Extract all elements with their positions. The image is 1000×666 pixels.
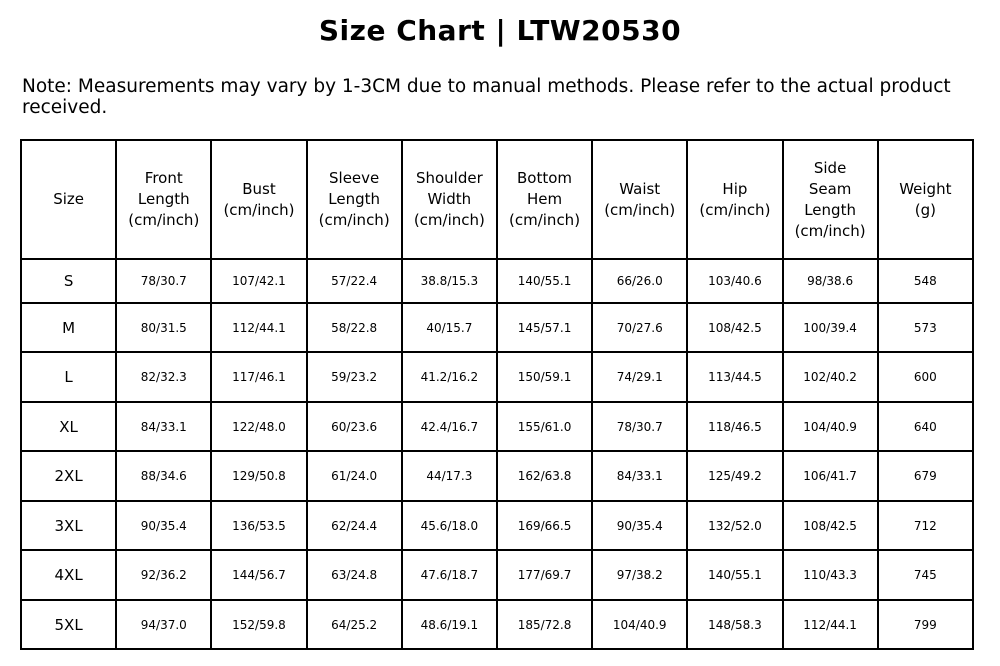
measurement-cell: 62/24.4 (307, 501, 402, 550)
table-row (21, 451, 973, 501)
measurement-cell: 47.6/18.7 (402, 550, 497, 600)
size-label-cell: 4XL (21, 550, 116, 600)
column-header (687, 140, 782, 259)
column-header-line: (cm/inch) (509, 211, 581, 229)
column-header-line: Weight (899, 179, 952, 198)
measurement-cell: 112/44.1 (783, 600, 878, 649)
measurement-cell: 80/31.5 (116, 303, 211, 352)
column-header-line: Bottom (517, 169, 573, 187)
size-chart-table (20, 139, 974, 650)
measurement-cell: 132/52.0 (687, 501, 782, 550)
column-header-line: Waist (619, 179, 661, 198)
measurement-cell: 92/36.2 (116, 550, 211, 600)
column-header-line: Length (137, 190, 190, 208)
measurement-cell: 155/61.0 (497, 402, 592, 451)
measurement-cell: 573 (878, 303, 973, 352)
measurement-cell: 61/24.0 (307, 451, 402, 501)
column-header-line: (cm/inch) (604, 200, 676, 219)
table-row (21, 550, 973, 600)
measurement-cell: 88/34.6 (116, 451, 211, 501)
column-header-line: Length (328, 190, 381, 208)
column-header-line: (cm/inch) (413, 211, 485, 229)
size-label-cell: XL (21, 402, 116, 451)
measurement-cell: 140/55.1 (497, 259, 592, 303)
column-header (878, 140, 973, 259)
measurement-cell: 38.8/15.3 (402, 259, 497, 303)
column-header-line: Seam (808, 179, 852, 198)
column-header-line: Hem (526, 190, 563, 208)
size-label-cell: 5XL (21, 600, 116, 649)
column-header-line: Hip (722, 179, 748, 198)
measurement-cell: 600 (878, 352, 973, 402)
measurement-cell: 150/59.1 (497, 352, 592, 402)
measurement-cell: 799 (878, 600, 973, 649)
measurement-cell: 40/15.7 (402, 303, 497, 352)
measurement-cell: 106/41.7 (783, 451, 878, 501)
measurement-cell: 110/43.3 (783, 550, 878, 600)
table-row (21, 600, 973, 649)
measurement-cell: 63/24.8 (307, 550, 402, 600)
measurement-cell: 185/72.8 (497, 600, 592, 649)
column-header (402, 140, 497, 259)
column-header-line: (cm/inch) (794, 221, 866, 240)
column-header-line: Size (53, 190, 84, 208)
measurement-cell: 90/35.4 (592, 501, 687, 550)
column-header-line: (cm/inch) (318, 211, 390, 229)
measurement-cell: 640 (878, 402, 973, 451)
column-header (211, 140, 306, 259)
measurement-cell: 112/44.1 (211, 303, 306, 352)
measurement-cell: 78/30.7 (592, 402, 687, 451)
measurement-cell: 57/22.4 (307, 259, 402, 303)
measurement-cell: 94/37.0 (116, 600, 211, 649)
measurement-cell: 66/26.0 (592, 259, 687, 303)
measurement-cell: 144/56.7 (211, 550, 306, 600)
measurement-cell: 140/55.1 (687, 550, 782, 600)
column-header (592, 140, 687, 259)
measurement-cell: 712 (878, 501, 973, 550)
measurement-cell: 136/53.5 (211, 501, 306, 550)
measurement-cell: 48.6/19.1 (402, 600, 497, 649)
measurement-cell: 84/33.1 (116, 402, 211, 451)
column-header-line: Width (427, 190, 472, 208)
measurement-cell: 108/42.5 (687, 303, 782, 352)
column-header-line: Side (813, 158, 847, 177)
column-header-line: (cm/inch) (128, 211, 200, 229)
measurement-cell: 41.2/16.2 (402, 352, 497, 402)
table-row (21, 352, 973, 402)
measurement-cell: 98/38.6 (783, 259, 878, 303)
page-title: Size Chart | LTW20530 (318, 14, 682, 47)
measurement-cell: 104/40.9 (592, 600, 687, 649)
column-header-line: (cm/inch) (699, 200, 771, 219)
column-header-line: Length (804, 200, 856, 219)
column-header (21, 140, 116, 259)
column-header (307, 140, 402, 259)
measurement-cell: 64/25.2 (307, 600, 402, 649)
measurement-cell: 78/30.7 (116, 259, 211, 303)
size-label-cell: L (21, 352, 116, 402)
measurement-cell: 118/46.5 (687, 402, 782, 451)
size-label-cell: S (21, 259, 116, 303)
column-header-line: Bust (242, 179, 276, 198)
measurement-note: Note: Measurements may vary by 1-3CM due to manual methods. Please refer to the actual product received. (22, 76, 951, 118)
measurement-cell: 145/57.1 (497, 303, 592, 352)
measurement-cell: 74/29.1 (592, 352, 687, 402)
measurement-cell: 102/40.2 (783, 352, 878, 402)
column-header-line: Sleeve (329, 169, 380, 187)
measurement-cell: 177/69.7 (497, 550, 592, 600)
measurement-cell: 84/33.1 (592, 451, 687, 501)
table-row (21, 501, 973, 550)
column-header-line: (cm/inch) (223, 200, 295, 219)
measurement-cell: 58/22.8 (307, 303, 402, 352)
measurement-cell: 129/50.8 (211, 451, 306, 501)
table-header-row (21, 140, 973, 259)
measurement-cell: 60/23.6 (307, 402, 402, 451)
measurement-cell: 117/46.1 (211, 352, 306, 402)
column-header-line: Front (144, 169, 183, 187)
measurement-cell: 679 (878, 451, 973, 501)
measurement-cell: 169/66.5 (497, 501, 592, 550)
measurement-cell: 152/59.8 (211, 600, 306, 649)
measurement-cell: 113/44.5 (687, 352, 782, 402)
column-header (497, 140, 592, 259)
table-row (21, 402, 973, 451)
measurement-cell: 45.6/18.0 (402, 501, 497, 550)
measurement-cell: 82/32.3 (116, 352, 211, 402)
measurement-cell: 162/63.8 (497, 451, 592, 501)
measurement-cell: 42.4/16.7 (402, 402, 497, 451)
measurement-cell: 104/40.9 (783, 402, 878, 451)
measurement-cell: 125/49.2 (687, 451, 782, 501)
table-row (21, 303, 973, 352)
column-header-line: Shoulder (415, 169, 483, 187)
measurement-cell: 548 (878, 259, 973, 303)
column-header (116, 140, 211, 259)
size-label-cell: 3XL (21, 501, 116, 550)
column-header-line: (g) (914, 200, 936, 219)
measurement-cell: 108/42.5 (783, 501, 878, 550)
measurement-cell: 59/23.2 (307, 352, 402, 402)
measurement-cell: 44/17.3 (402, 451, 497, 501)
column-header (783, 140, 878, 259)
table-body (21, 259, 973, 649)
size-label-cell: M (21, 303, 116, 352)
table-row (21, 259, 973, 303)
measurement-cell: 90/35.4 (116, 501, 211, 550)
measurement-cell: 745 (878, 550, 973, 600)
measurement-cell: 100/39.4 (783, 303, 878, 352)
measurement-cell: 122/48.0 (211, 402, 306, 451)
measurement-cell: 97/38.2 (592, 550, 687, 600)
measurement-cell: 107/42.1 (211, 259, 306, 303)
measurement-cell: 70/27.6 (592, 303, 687, 352)
measurement-cell: 148/58.3 (687, 600, 782, 649)
size-label-cell: 2XL (21, 451, 116, 501)
measurement-cell: 103/40.6 (687, 259, 782, 303)
